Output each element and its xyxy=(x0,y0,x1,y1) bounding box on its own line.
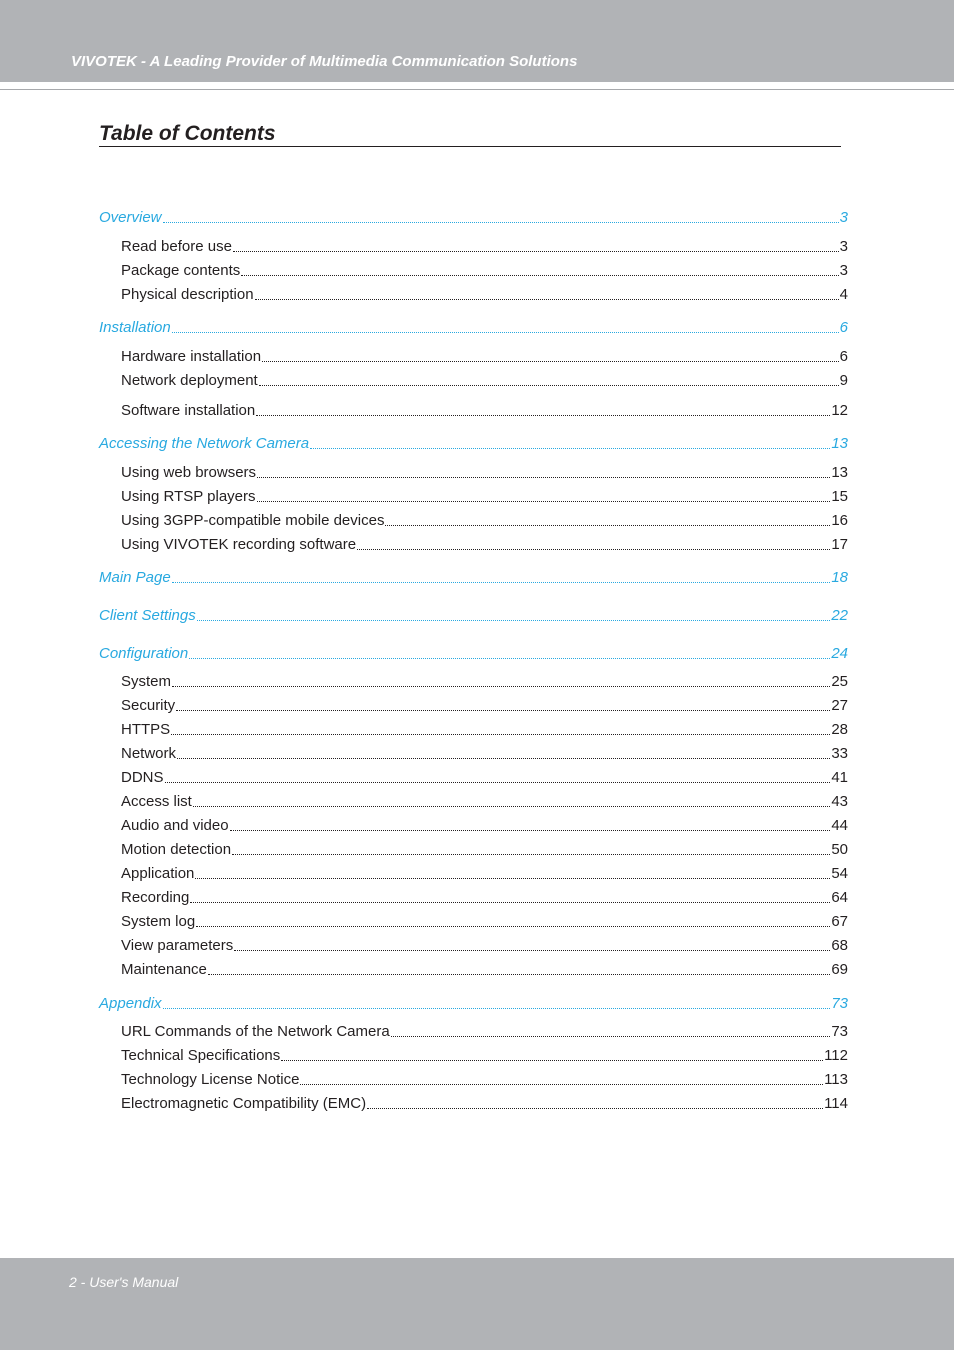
toc-dot-leader xyxy=(189,644,830,659)
toc-dot-leader xyxy=(255,285,839,300)
toc-entry-label: Client Settings xyxy=(99,607,196,624)
toc-entry-label: Motion detection xyxy=(121,841,232,858)
toc-dot-leader xyxy=(232,840,830,855)
toc-dot-leader xyxy=(172,672,830,687)
toc-entry-label: Audio and video xyxy=(121,817,229,834)
toc-dot-leader xyxy=(234,936,830,951)
toc-subsection-entry[interactable] xyxy=(121,1046,848,1066)
toc-dot-leader xyxy=(262,347,839,362)
toc-subsection-entry[interactable] xyxy=(121,463,848,483)
toc-subsection-entry[interactable] xyxy=(121,487,848,507)
header-tagline: VIVOTEK - A Leading Provider of Multimedia Communication Solutions xyxy=(71,53,578,70)
toc-entry-page: 12 xyxy=(831,402,848,419)
toc-entry-page: 17 xyxy=(831,536,848,553)
toc-entry-label: Package contents xyxy=(121,262,241,279)
toc-dot-leader xyxy=(196,912,830,927)
toc-entry-label: Configuration xyxy=(99,645,189,662)
toc-subsection-entry[interactable] xyxy=(121,1022,848,1042)
toc-dot-leader xyxy=(310,434,830,449)
toc-subsection-entry[interactable] xyxy=(121,401,848,421)
toc-dot-leader xyxy=(172,568,831,583)
toc-entry-page: 54 xyxy=(831,865,848,882)
toc-subsection-entry[interactable] xyxy=(121,864,848,884)
toc-subsection-entry[interactable] xyxy=(121,1070,848,1090)
toc-subsection-entry[interactable] xyxy=(121,696,848,716)
toc-subsection-entry[interactable] xyxy=(121,936,848,956)
toc-entry-page: 113 xyxy=(824,1071,848,1088)
toc-entry-page: 67 xyxy=(831,913,848,930)
toc-section-entry[interactable] xyxy=(99,644,848,664)
toc-entry-label: Recording xyxy=(121,889,190,906)
toc-entry-page: 44 xyxy=(831,817,848,834)
toc-dot-leader xyxy=(233,237,839,252)
toc-entry-page: 9 xyxy=(839,372,848,389)
toc-entry-page: 73 xyxy=(831,995,848,1012)
toc-entry-label: Technical Specifications xyxy=(121,1047,281,1064)
toc-entry-page: 27 xyxy=(831,697,848,714)
toc-dot-leader xyxy=(367,1094,823,1109)
toc-subsection-entry[interactable] xyxy=(121,768,848,788)
toc-entry-page: 6 xyxy=(839,319,848,336)
toc-entry-page: 3 xyxy=(839,209,848,226)
toc-entry-page: 3 xyxy=(839,238,848,255)
toc-section-entry[interactable] xyxy=(99,606,848,626)
toc-entry-page: 114 xyxy=(824,1095,848,1112)
toc-entry-label: Using web browsers xyxy=(121,464,257,481)
toc-entry-label: Using VIVOTEK recording software xyxy=(121,536,357,553)
toc-entry-label: Read before use xyxy=(121,238,232,255)
footer-page-label: 2 - User's Manual xyxy=(69,1274,179,1290)
footer-band xyxy=(0,1258,954,1350)
toc-subsection-entry[interactable] xyxy=(121,261,848,281)
toc-subsection-entry[interactable] xyxy=(121,960,848,980)
toc-entry-label: Technology License Notice xyxy=(121,1071,300,1088)
toc-entry-page: 50 xyxy=(831,841,848,858)
toc-entry-label: Using RTSP players xyxy=(121,488,256,505)
toc-subsection-entry[interactable] xyxy=(121,511,848,531)
toc-subsection-entry[interactable] xyxy=(121,912,848,932)
toc-entry-page: 13 xyxy=(831,464,848,481)
toc-entry-label: Physical description xyxy=(121,286,254,303)
toc-subsection-entry[interactable] xyxy=(121,720,848,740)
toc-dot-leader xyxy=(163,994,831,1009)
toc-entry-page: 73 xyxy=(831,1023,848,1040)
toc-subsection-entry[interactable] xyxy=(121,816,848,836)
toc-entry-page: 13 xyxy=(831,435,848,452)
toc-entry-page: 41 xyxy=(831,769,848,786)
toc-entry-label: Application xyxy=(121,865,195,882)
toc-dot-leader xyxy=(208,960,830,975)
toc-entry-page: 15 xyxy=(831,488,848,505)
toc-dot-leader xyxy=(300,1070,823,1085)
toc-entry-page: 112 xyxy=(824,1047,848,1064)
toc-entry-label: View parameters xyxy=(121,937,234,954)
toc-dot-leader xyxy=(385,511,830,526)
toc-dot-leader xyxy=(357,535,830,550)
toc-subsection-entry[interactable] xyxy=(121,1094,848,1114)
toc-subsection-entry[interactable] xyxy=(121,888,848,908)
toc-section-entry[interactable] xyxy=(99,434,848,454)
toc-entry-label: Installation xyxy=(99,319,171,336)
toc-dot-leader xyxy=(177,744,830,759)
toc-dot-leader xyxy=(165,768,831,783)
toc-dot-leader xyxy=(193,792,830,807)
toc-subsection-entry[interactable] xyxy=(121,535,848,555)
toc-entry-page: 4 xyxy=(839,286,848,303)
toc-entry-label: Network deployment xyxy=(121,372,258,389)
toc-section-entry[interactable] xyxy=(99,208,848,228)
toc-entry-page: 18 xyxy=(831,569,848,586)
toc-entry-label: Access list xyxy=(121,793,192,810)
toc-dot-leader xyxy=(163,208,839,223)
toc-entry-label: Network xyxy=(121,745,177,762)
toc-entry-label: Appendix xyxy=(99,995,162,1012)
toc-entry-label: HTTPS xyxy=(121,721,171,738)
toc-subsection-entry[interactable] xyxy=(121,237,848,257)
toc-dot-leader xyxy=(176,696,830,711)
toc-subsection-entry[interactable] xyxy=(121,285,848,305)
toc-entry-label: Overview xyxy=(99,209,162,226)
toc-entry-label: Maintenance xyxy=(121,961,207,978)
toc-dot-leader xyxy=(257,487,831,502)
toc-entry-label: Hardware installation xyxy=(121,348,262,365)
toc-section-entry[interactable] xyxy=(99,318,848,338)
toc-subsection-entry[interactable] xyxy=(121,347,848,367)
toc-section-entry[interactable] xyxy=(99,568,848,588)
toc-dot-leader xyxy=(195,864,830,879)
toc-entry-label: DDNS xyxy=(121,769,164,786)
toc-dot-leader xyxy=(281,1046,823,1061)
toc-entry-label: Accessing the Network Camera xyxy=(99,435,310,452)
toc-subsection-entry[interactable] xyxy=(121,840,848,860)
toc-dot-leader xyxy=(257,463,830,478)
toc-dot-leader xyxy=(259,371,839,386)
toc-entry-label: Main Page xyxy=(99,569,171,586)
toc-dot-leader xyxy=(197,606,831,621)
toc-entry-page: 28 xyxy=(831,721,848,738)
toc-entry-page: 16 xyxy=(831,512,848,529)
toc-section-entry[interactable] xyxy=(99,994,848,1014)
toc-entry-page: 69 xyxy=(831,961,848,978)
toc-entry-label: System xyxy=(121,673,172,690)
toc-dot-leader xyxy=(172,318,839,333)
toc-entry-label: Using 3GPP-compatible mobile devices xyxy=(121,512,385,529)
toc-entry-page: 25 xyxy=(831,673,848,690)
toc-dot-leader xyxy=(256,401,830,416)
toc-entry-page: 22 xyxy=(831,607,848,624)
toc-dot-leader xyxy=(241,261,838,276)
toc-subsection-entry[interactable] xyxy=(121,744,848,764)
toc-entry-page: 3 xyxy=(839,262,848,279)
toc-subsection-entry[interactable] xyxy=(121,371,848,391)
toc-entry-page: 68 xyxy=(831,937,848,954)
toc-subsection-entry[interactable] xyxy=(121,672,848,692)
toc-subsection-entry[interactable] xyxy=(121,792,848,812)
toc-dot-leader xyxy=(171,720,830,735)
toc-entry-page: 64 xyxy=(831,889,848,906)
toc-dot-leader xyxy=(391,1022,831,1037)
page-title: Table of Contents xyxy=(99,122,841,147)
toc-entry-page: 43 xyxy=(831,793,848,810)
toc-dot-leader xyxy=(190,888,830,903)
toc-entry-page: 24 xyxy=(831,645,848,662)
toc-entry-label: Electromagnetic Compatibility (EMC) xyxy=(121,1095,367,1112)
toc-entry-label: URL Commands of the Network Camera xyxy=(121,1023,390,1040)
toc-dot-leader xyxy=(230,816,831,831)
toc-entry-page: 33 xyxy=(831,745,848,762)
toc-entry-label: Software installation xyxy=(121,402,256,419)
toc-entry-page: 6 xyxy=(839,348,848,365)
toc-entry-label: System log xyxy=(121,913,196,930)
toc-entry-label: Security xyxy=(121,697,176,714)
